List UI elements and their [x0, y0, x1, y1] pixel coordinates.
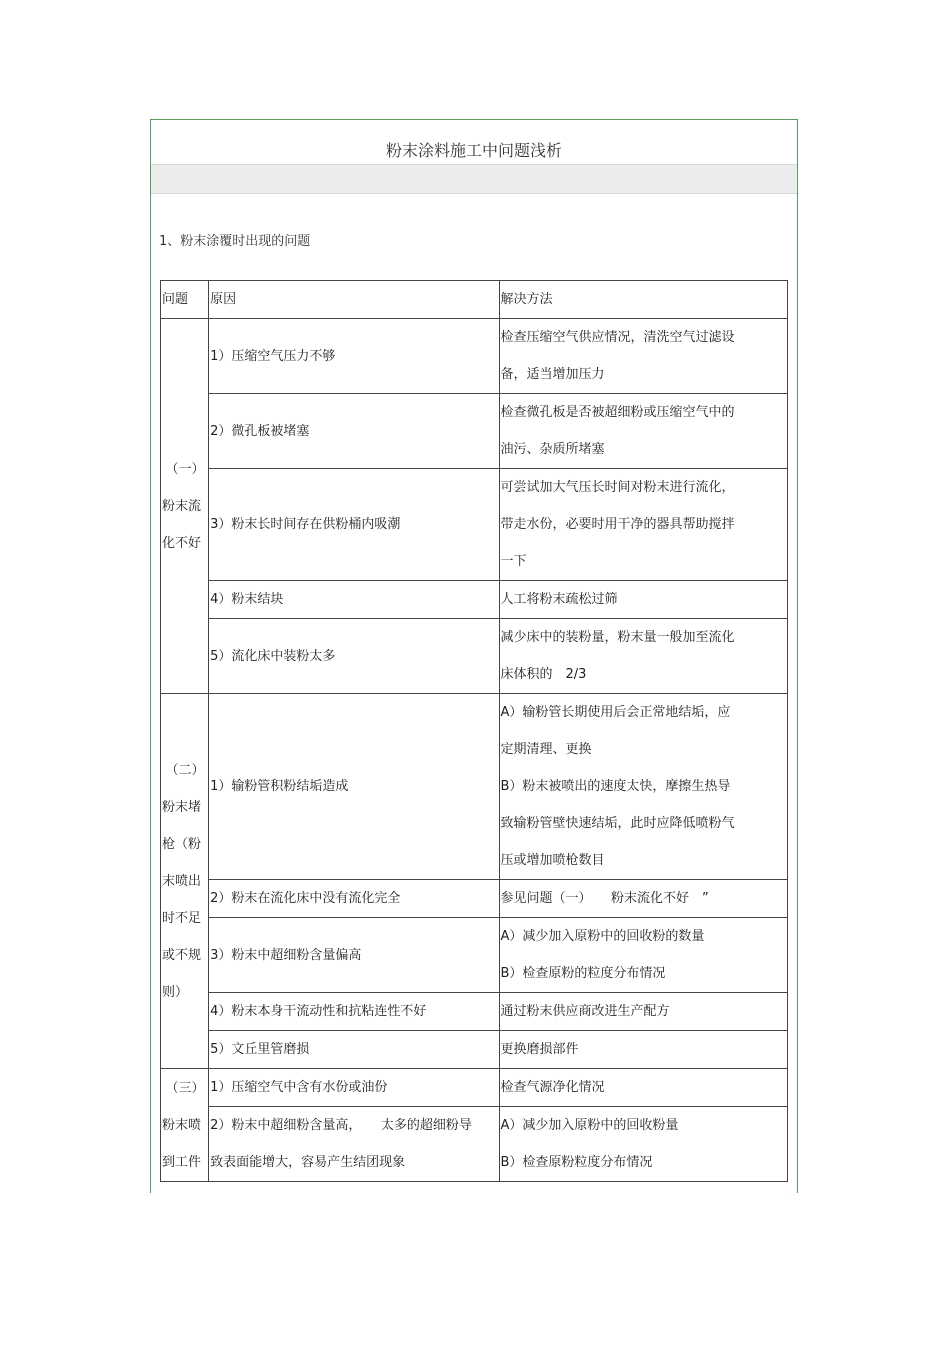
- cause-cell: [209, 1069, 499, 1107]
- solution-line: 油污、杂质所堵塞: [500, 442, 605, 457]
- solution-cell: [499, 918, 787, 993]
- solution-line: 带走水份，必要时用干净的器具帮助搅拌: [500, 517, 735, 532]
- table-row: [161, 1107, 788, 1182]
- solution-line: A）减少加入原粉中的回收粉量: [500, 1118, 679, 1133]
- solution-line: 定期清理、更换: [500, 742, 592, 757]
- cause-line: 5）文丘里管磨损: [210, 1042, 310, 1057]
- solution-cell: [499, 1069, 787, 1107]
- solution-line: A）减少加入原粉中的回收粉的数量: [500, 929, 705, 944]
- solution-cell: [499, 581, 787, 619]
- cause-cell: [209, 469, 499, 581]
- category-cell: [161, 1069, 209, 1182]
- solution-line: B）粉末被喷出的速度太快，摩擦生热导: [500, 779, 731, 794]
- cause-line: 2）粉末在流化床中没有流化完全: [210, 891, 401, 906]
- issues-table: [160, 280, 788, 1182]
- solution-line: 参见问题（一） 粉末流化不好 ”: [500, 891, 709, 906]
- cause-line: 3）粉末长时间存在供粉桶内吸潮: [210, 517, 401, 532]
- cause-line: 2）微孔板被堵塞: [210, 423, 310, 439]
- table-row: [161, 619, 788, 694]
- header-cell-cause: 原因: [209, 281, 499, 319]
- category-line: （一）: [165, 461, 205, 477]
- cause-line: 2）粉末中超细粉含量高， 太多的超细粉导: [210, 1118, 472, 1133]
- solution-cell: [499, 619, 787, 694]
- cause-line: 3）粉末中超细粉含量偏高: [210, 947, 362, 963]
- table-row: [161, 319, 788, 394]
- category-line: 粉末流: [162, 498, 202, 514]
- solution-line: 一下: [500, 554, 527, 569]
- cause-cell: [209, 581, 499, 619]
- solution-line: 更换磨损部件: [500, 1042, 579, 1057]
- cause-line: 1）压缩空气中含有水份或油份: [210, 1080, 388, 1095]
- solution-line: 可尝试加大气压长时间对粉末进行流化，: [500, 480, 735, 495]
- table-row: [161, 469, 788, 581]
- category-line: （三）: [165, 1080, 205, 1096]
- solution-line: 检查压缩空气供应情况，清洗空气过滤设: [500, 330, 735, 345]
- table-row: [161, 694, 788, 880]
- solution-line: 备，适当增加压力: [500, 367, 605, 382]
- cause-cell: [209, 993, 499, 1031]
- solution-line: 压或增加喷枪数目: [500, 853, 605, 868]
- category-line: 化不好: [162, 535, 202, 551]
- table-header-row: [161, 281, 788, 319]
- solution-cell: [499, 880, 787, 918]
- category-line: 或不规: [162, 947, 202, 963]
- category-cell: [161, 694, 209, 1069]
- solution-cell: [499, 319, 787, 394]
- issues-table-body: [161, 281, 788, 1182]
- cause-cell: [209, 880, 499, 918]
- solution-cell: [499, 1031, 787, 1069]
- solution-line: 检查微孔板是否被超细粉或压缩空气中的: [500, 405, 735, 420]
- category-cell: [161, 319, 209, 694]
- cause-line: 1）压缩空气压力不够: [210, 348, 336, 364]
- solution-cell: [499, 394, 787, 469]
- category-line: 时不足: [162, 910, 202, 926]
- solution-line: A）输粉管长期使用后会正常地结垢，应: [500, 705, 731, 720]
- solution-line: 致输粉管壁快速结垢，此时应降低喷粉气: [500, 816, 735, 831]
- category-line: 到工件: [162, 1154, 202, 1170]
- cause-cell: [209, 694, 499, 880]
- cause-cell: [209, 619, 499, 694]
- cause-cell: [209, 394, 499, 469]
- table-row: [161, 1031, 788, 1069]
- solution-cell: [499, 469, 787, 581]
- cause-cell: [209, 1107, 499, 1182]
- category-line: 粉末喷: [162, 1117, 202, 1133]
- category-line: 粉末堵: [162, 799, 202, 815]
- table-row: [161, 880, 788, 918]
- document-title: 粉末涂料施工中问题浅析: [385, 141, 562, 160]
- cause-line: 4）粉末本身干流动性和抗粘连性不好: [210, 1004, 427, 1019]
- header-cell-problem: 问题: [161, 281, 209, 319]
- category-line: 末喷出: [162, 873, 202, 889]
- cause-line: 1）输粉管积粉结垢造成: [210, 779, 349, 794]
- header-band: [151, 164, 797, 194]
- cause-cell: [209, 1031, 499, 1069]
- solution-cell: [499, 993, 787, 1031]
- table-row: [161, 1069, 788, 1107]
- cause-cell: [209, 319, 499, 394]
- solution-line: 床体积的 2/3: [500, 667, 587, 682]
- solution-cell: [499, 1107, 787, 1182]
- solution-line: 通过粉末供应商改进生产配方: [500, 1004, 670, 1019]
- solution-line: 人工将粉末疏松过筛: [500, 592, 618, 607]
- table-row: [161, 394, 788, 469]
- solution-line: 减少床中的装粉量，粉末量一般加至流化: [500, 630, 735, 645]
- category-line: 枪（粉: [162, 836, 202, 852]
- solution-cell: [499, 694, 787, 880]
- solution-line: B）检查原粉的粒度分布情况: [500, 966, 666, 981]
- cause-line: 5）流化床中装粉太多: [210, 648, 336, 664]
- table-row: [161, 993, 788, 1031]
- category-line: 则）: [162, 984, 189, 1000]
- category-line: （二）: [165, 762, 205, 778]
- table-row: [161, 581, 788, 619]
- cause-line: 4）粉末结块: [210, 592, 284, 607]
- table-row: [161, 918, 788, 993]
- cause-cell: [209, 918, 499, 993]
- cause-line: 致表面能增大，容易产生结团现象: [210, 1155, 406, 1170]
- solution-line: B）检查原粉粒度分布情况: [500, 1155, 653, 1170]
- section-title: 1、粉末涂覆时出现的问题: [159, 234, 311, 249]
- header-cell-solution: 解决方法: [499, 281, 787, 319]
- solution-line: 检查气源净化情况: [500, 1080, 605, 1095]
